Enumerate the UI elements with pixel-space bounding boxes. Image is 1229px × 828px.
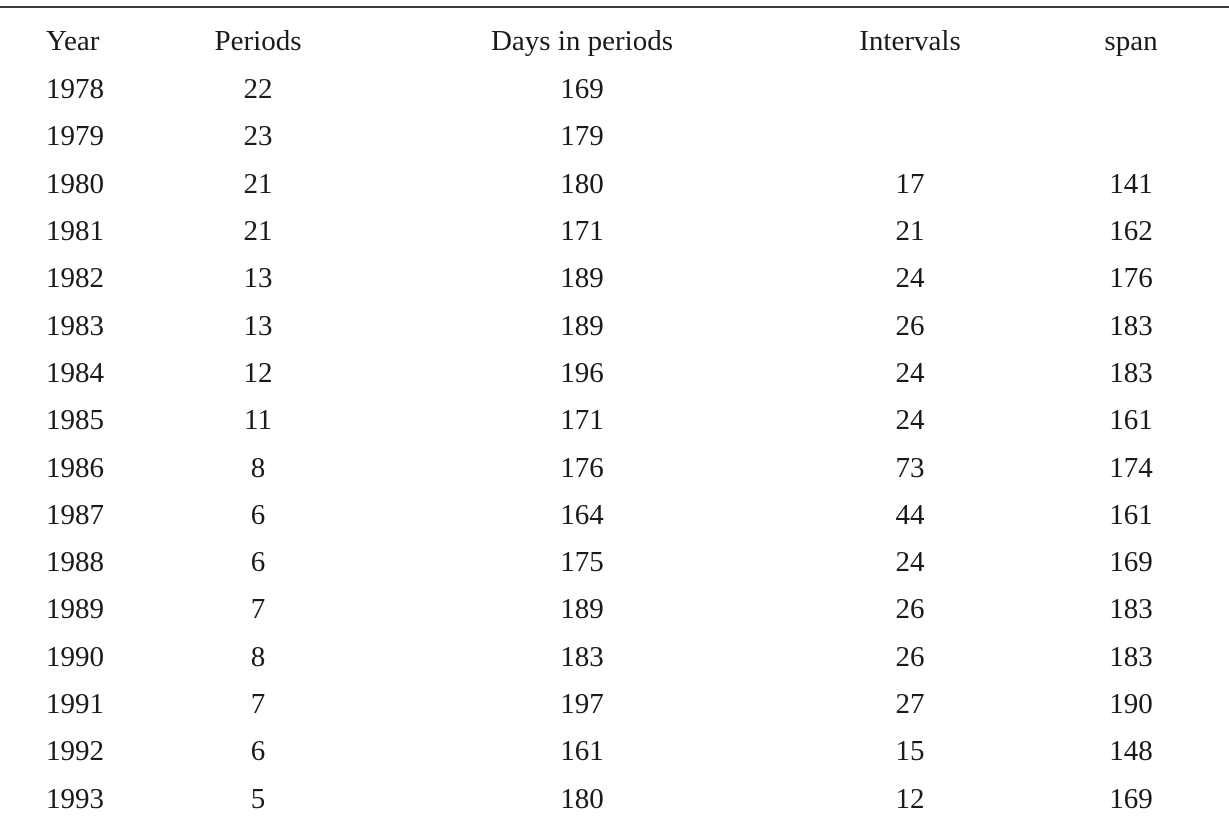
cell-intervals [820,66,1080,113]
cell-year [0,444,200,491]
cell-span [1080,113,1229,160]
cell-periods-value: 11 [244,404,272,437]
cell-intervals [820,634,1080,681]
table-row [0,208,1229,255]
cell-intervals-value: 12 [895,782,925,815]
table-row [0,255,1229,302]
table-row [0,113,1229,160]
cell-days-in-periods [320,492,820,539]
cell-days-in-periods [320,728,820,775]
cell-days-in-periods [320,208,820,255]
cell-year-value: 1992 [46,735,104,768]
cell-periods [200,113,320,160]
cell-intervals [820,302,1080,349]
cell-span-value: 161 [1109,498,1153,531]
cell-year-value: 1990 [46,640,104,673]
cell-days-in-periods-value: 169 [560,73,604,106]
cell-periods [200,586,320,633]
cell-days-in-periods-value: 176 [560,451,604,484]
cell-year [0,350,200,397]
cell-days-in-periods-value: 161 [560,735,604,768]
cell-span-value: 161 [1109,404,1153,437]
cell-days-in-periods-value: 197 [560,688,604,720]
cell-span-value: 169 [1109,782,1153,815]
cell-year [0,66,200,113]
cell-days-in-periods-value: 164 [560,498,604,531]
cell-span-value: 176 [1109,262,1153,295]
cell-span [1080,681,1229,728]
cell-span [1080,634,1229,681]
cell-year [0,586,200,633]
cell-periods-value: 13 [243,262,273,295]
table-header [0,16,1229,66]
cell-intervals [820,397,1080,444]
cell-days-in-periods-value: 171 [560,404,604,437]
header-periods [200,16,320,66]
cell-days-in-periods [320,66,820,113]
table-top-rule [0,6,1229,8]
cell-periods [200,350,320,397]
cell-year-value: 1989 [46,593,104,626]
cell-year [0,681,200,728]
cell-year-value: 1984 [46,356,104,389]
cell-days-in-periods [320,161,820,208]
cell-periods-value: 6 [250,735,266,768]
table-row [0,681,1229,728]
cell-periods-value: 21 [243,215,273,248]
header-span-label: span [1104,24,1158,57]
cell-periods [200,681,320,728]
cell-year-value: 1978 [46,73,104,106]
cell-periods-value: 6 [250,498,266,531]
cell-year [0,775,200,822]
cell-periods [200,397,320,444]
table-row [0,444,1229,491]
cell-periods [200,161,320,208]
cell-span [1080,586,1229,633]
cell-year [0,492,200,539]
cell-year-value: 1982 [46,262,104,295]
cell-periods [200,302,320,349]
header-periods-label: Periods [214,24,302,57]
cell-year-value: 1985 [46,404,104,437]
cell-days-in-periods [320,350,820,397]
cell-year [0,302,200,349]
cell-span-value: 148 [1109,735,1153,768]
cell-intervals-value: 24 [895,356,925,389]
cell-year-value: 1981 [46,215,104,248]
cell-intervals-value: 73 [895,451,925,484]
cell-span [1080,539,1229,586]
cell-intervals-value: 17 [895,167,925,200]
cell-periods [200,634,320,681]
cell-intervals [820,586,1080,633]
cell-intervals-value: 24 [895,262,925,295]
cell-periods [200,728,320,775]
cell-year [0,208,200,255]
cell-periods [200,775,320,822]
cell-intervals-value: 24 [895,404,925,437]
cell-days-in-periods-value: 183 [560,640,604,673]
cell-span-value: 174 [1109,451,1153,484]
cell-days-in-periods-value: 189 [560,309,604,342]
cell-year-value: 1987 [46,498,104,531]
table-row [0,492,1229,539]
cell-days-in-periods-value: 171 [560,215,604,248]
cell-year-value: 1991 [46,688,104,720]
cell-intervals [820,775,1080,822]
cell-periods-value: 21 [243,167,273,200]
cell-span [1080,161,1229,208]
cell-periods-value: 12 [243,356,273,389]
cell-days-in-periods-value: 180 [560,167,604,200]
header-intervals-label: Intervals [859,24,961,57]
cell-intervals [820,350,1080,397]
table-row [0,775,1229,822]
cell-days-in-periods-value: 175 [560,546,604,579]
header-span [1080,16,1229,66]
cell-days-in-periods [320,397,820,444]
cell-periods [200,255,320,302]
cell-periods-value: 8 [250,640,266,673]
cell-span [1080,775,1229,822]
cell-intervals [820,161,1080,208]
cell-intervals [820,728,1080,775]
cell-year [0,161,200,208]
table-row [0,728,1229,775]
cell-span [1080,492,1229,539]
cell-intervals-value: 26 [895,640,925,673]
cell-year [0,539,200,586]
cell-days-in-periods [320,586,820,633]
header-days-in-periods [320,16,820,66]
cell-days-in-periods [320,775,820,822]
cell-year [0,634,200,681]
cell-days-in-periods-value: 189 [560,262,604,295]
cell-year [0,113,200,160]
cell-intervals-value: 26 [895,309,925,342]
cell-periods [200,492,320,539]
cell-year-value: 1983 [46,309,104,342]
cell-span-value: 183 [1109,593,1153,626]
cell-intervals-value: 24 [895,546,925,579]
cell-span-value: 183 [1109,356,1153,389]
cell-periods [200,444,320,491]
table-row [0,66,1229,113]
table-row [0,161,1229,208]
cell-intervals-value: 21 [895,215,925,248]
cell-periods-value: 5 [250,782,266,815]
cell-intervals [820,208,1080,255]
cell-periods-value: 23 [243,120,273,153]
header-year [0,16,200,66]
cell-periods-value: 6 [250,546,266,579]
cell-span [1080,255,1229,302]
cell-days-in-periods [320,681,820,728]
table-row [0,302,1229,349]
cell-year [0,255,200,302]
cell-days-in-periods [320,539,820,586]
cell-span-value: 183 [1109,309,1153,342]
cell-span [1080,208,1229,255]
cell-span-value: 169 [1109,546,1153,579]
cell-periods [200,208,320,255]
cell-span-value: 141 [1109,167,1153,200]
cell-intervals-value: 44 [895,498,925,531]
cell-intervals [820,539,1080,586]
cell-days-in-periods-value: 179 [560,120,604,153]
table-row [0,397,1229,444]
cell-periods-value: 7 [250,593,266,626]
table-row [0,634,1229,681]
cell-intervals [820,444,1080,491]
cell-intervals [820,113,1080,160]
cell-span [1080,397,1229,444]
table-row [0,539,1229,586]
cell-span [1080,350,1229,397]
cell-intervals [820,255,1080,302]
cell-days-in-periods-value: 196 [560,356,604,389]
cell-span [1080,66,1229,113]
cell-intervals-value: 27 [895,688,925,720]
header-year-label: Year [46,24,100,57]
cell-span-value: 183 [1109,640,1153,673]
table-row [0,350,1229,397]
cell-intervals [820,681,1080,728]
cell-intervals-value: 26 [895,593,925,626]
cell-days-in-periods [320,113,820,160]
cell-span [1080,444,1229,491]
cell-year [0,728,200,775]
data-table [0,16,1229,823]
header-days-label: Days in periods [490,24,674,57]
table-body [0,66,1229,823]
header-row [0,16,1229,66]
cell-periods [200,539,320,586]
cell-days-in-periods [320,444,820,491]
cell-span-value: 162 [1109,215,1153,248]
cell-periods-value: 7 [250,688,266,720]
header-intervals [820,16,1080,66]
cell-days-in-periods-value: 180 [560,782,604,815]
cell-days-in-periods [320,634,820,681]
cell-year-value: 1993 [46,782,104,815]
cell-days-in-periods [320,302,820,349]
cell-periods-value: 8 [250,451,266,484]
cell-intervals-value: 15 [895,735,925,768]
cell-year-value: 1986 [46,451,104,484]
cell-intervals [820,492,1080,539]
cell-span [1080,302,1229,349]
cell-year-value: 1988 [46,546,104,579]
cell-periods-value: 13 [243,309,273,342]
cell-span [1080,728,1229,775]
cell-days-in-periods [320,255,820,302]
cell-year-value: 1979 [46,120,104,153]
cell-year [0,397,200,444]
cell-periods-value: 22 [243,73,273,106]
cell-year-value: 1980 [46,167,104,200]
cell-days-in-periods-value: 189 [560,593,604,626]
table-row [0,586,1229,633]
cell-periods [200,66,320,113]
cell-span-value: 190 [1109,688,1153,720]
